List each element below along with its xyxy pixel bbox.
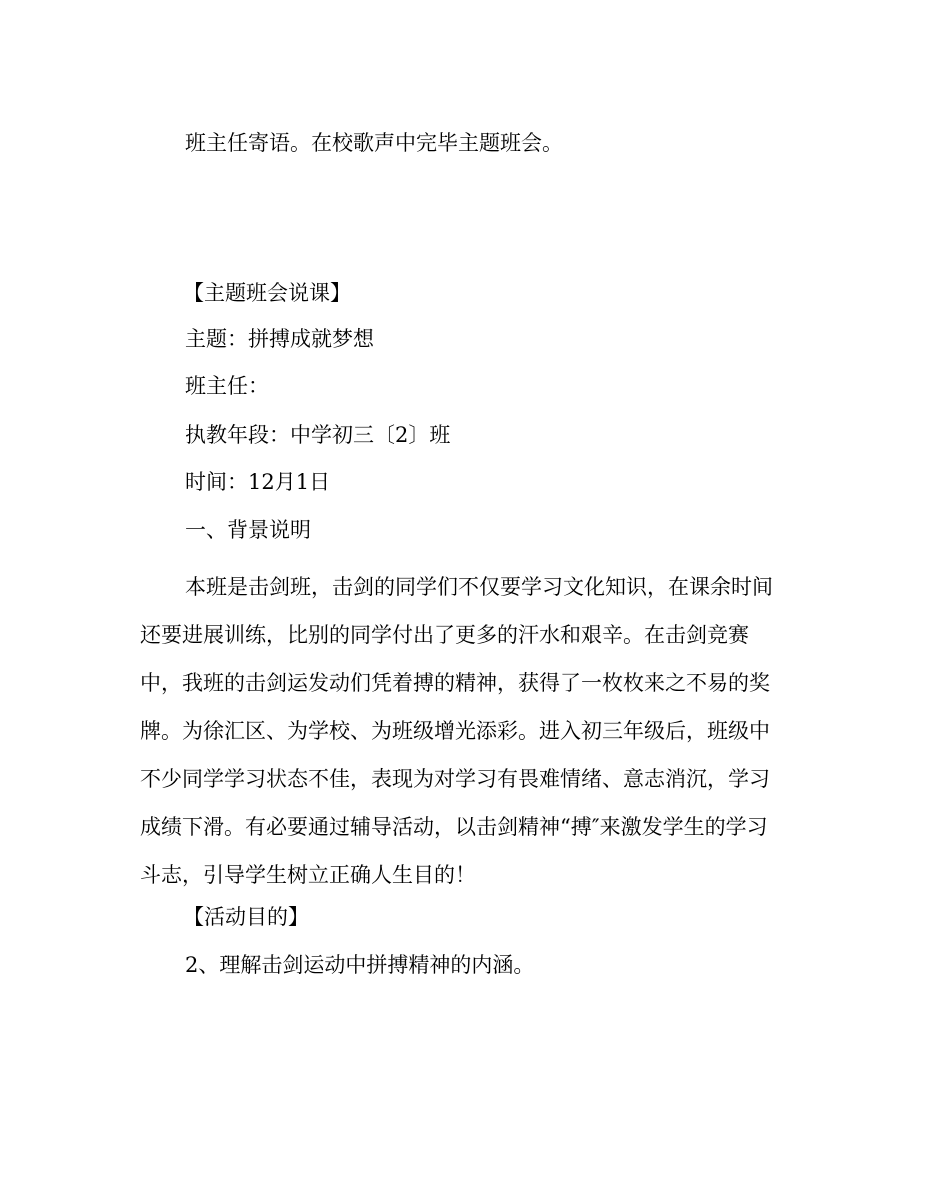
paragraph-line: 成绩下滑。有必要通过辅导活动，以击剑精神“搏″来激发学生的学习 <box>140 815 768 839</box>
meta-time: 时间：12月1日 <box>185 470 331 494</box>
section-heading: 【主题班会说课】 <box>183 281 351 305</box>
paragraph-line: 还要进展训练，比别的同学付出了更多的汗水和艰辛。在击剑竞赛 <box>140 623 749 647</box>
paragraph-line: 本班是击剑班，击剑的同学们不仅要学习文化知识，在课余时间 <box>185 575 773 599</box>
paragraph-line: 不少同学学习状态不佳，表现为对学习有畏难情绪、意志消沉，学习 <box>140 767 770 791</box>
closing-line: 班主任寄语。在校歌声中完毕主题班会。 <box>185 131 563 155</box>
background-paragraph <box>140 563 820 899</box>
paragraph-line: 斗志，引导学生树立正确人生目的！ <box>140 863 476 887</box>
meta-grade: 执教年段：中学初三〔2〕班 <box>185 423 451 447</box>
paragraph-line: 中，我班的击剑运发动们凭着搏的精神，获得了一枚枚来之不易的奖 <box>140 671 770 695</box>
objective-item: 2、理解击剑运动中拼搏精神的内涵。 <box>185 953 535 977</box>
objectives-heading: 【活动目的】 <box>183 905 309 929</box>
background-heading: 一、背景说明 <box>185 518 311 542</box>
meta-topic: 主题：拼搏成就梦想 <box>185 327 374 351</box>
meta-teacher: 班主任： <box>185 374 269 398</box>
paragraph-line: 牌。为徐汇区、为学校、为班级增光添彩。进入初三年级后，班级中 <box>140 719 770 743</box>
